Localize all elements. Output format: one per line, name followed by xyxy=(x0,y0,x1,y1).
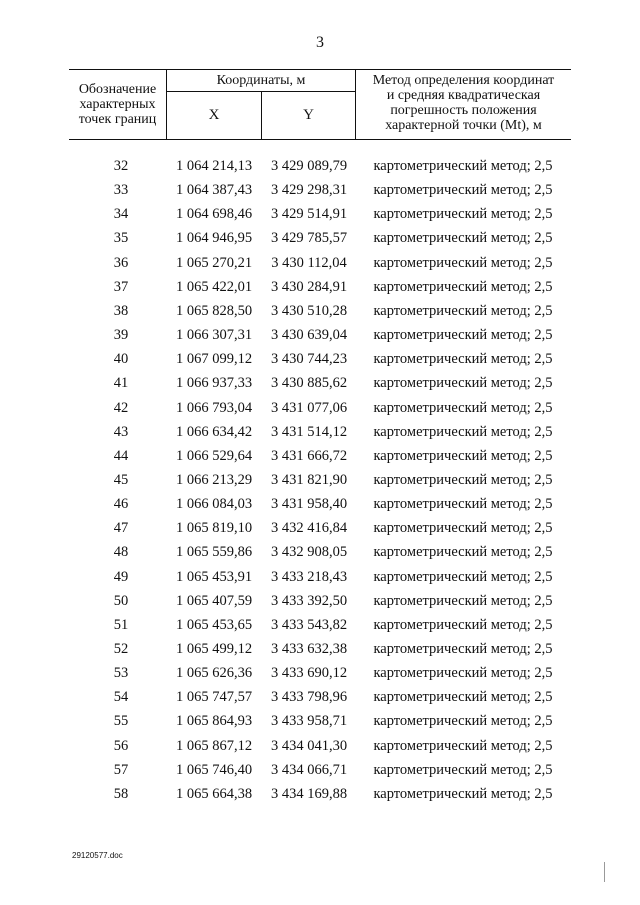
table-row xyxy=(0,591,640,615)
method-cell: картометрический метод; 2,5 xyxy=(373,278,553,295)
point-id-cell: 36 xyxy=(113,254,129,271)
y-coordinate-cell: 3 433 958,71 xyxy=(270,713,348,730)
method-cell: картометрический метод; 2,5 xyxy=(373,158,553,174)
table-row xyxy=(0,325,640,349)
table-row xyxy=(0,156,640,180)
y-coordinate-cell: 3 430 639,04 xyxy=(270,327,348,344)
point-id-cell: 49 xyxy=(113,568,129,585)
y-coordinate-cell: 3 433 632,38 xyxy=(270,641,348,657)
table-row xyxy=(0,639,640,663)
table-row xyxy=(0,446,640,470)
x-coordinate-cell: 1 065 453,65 xyxy=(175,616,253,633)
table-row xyxy=(0,277,640,301)
x-coordinate-cell: 1 065 664,38 xyxy=(175,785,253,802)
table-row xyxy=(0,204,640,228)
header-method-line-4: характерной точки (Mt), м xyxy=(385,118,542,133)
point-id-cell: 33 xyxy=(113,182,129,199)
x-coordinate-cell: 1 065 453,91 xyxy=(175,568,253,585)
y-coordinate-cell: 3 430 112,04 xyxy=(271,254,347,271)
x-coordinate-cell: 1 064 698,46 xyxy=(175,206,253,223)
point-id-cell: 51 xyxy=(113,616,129,633)
point-id-cell: 48 xyxy=(113,544,129,561)
method-cell: картометрический метод; 2,5 xyxy=(373,544,553,561)
x-coordinate-cell: 1 064 214,13 xyxy=(175,158,253,174)
x-coordinate-cell: 1 065 819,10 xyxy=(175,520,253,537)
method-cell: картометрический метод; 2,5 xyxy=(373,568,553,585)
header-point-designation xyxy=(69,82,166,127)
table-row xyxy=(0,180,640,204)
y-coordinate-cell: 3 429 298,31 xyxy=(270,182,348,199)
table-row xyxy=(0,736,640,760)
table-row xyxy=(0,687,640,711)
point-id-cell: 41 xyxy=(113,375,129,392)
method-cell: картометрический метод; 2,5 xyxy=(373,182,553,199)
table-row xyxy=(0,567,640,591)
method-cell: картометрический метод; 2,5 xyxy=(373,713,553,730)
method-cell: картометрический метод; 2,5 xyxy=(373,254,553,271)
y-coordinate-cell: 3 434 066,71 xyxy=(270,761,348,778)
y-coordinate-cell: 3 429 514,91 xyxy=(270,206,348,223)
point-id-cell: 52 xyxy=(113,641,129,657)
table-row xyxy=(0,518,640,542)
method-cell: картометрический метод; 2,5 xyxy=(373,665,553,682)
x-coordinate-cell: 1 065 626,36 xyxy=(175,665,253,682)
header-x: X xyxy=(208,107,220,123)
y-coordinate-cell: 3 430 510,28 xyxy=(270,302,348,319)
table-row xyxy=(0,784,640,808)
x-coordinate-cell: 1 065 864,93 xyxy=(175,713,253,730)
x-coordinate-cell: 1 065 867,12 xyxy=(175,737,253,754)
x-coordinate-cell: 1 065 559,86 xyxy=(175,544,253,561)
table-row xyxy=(0,301,640,325)
table-row xyxy=(0,470,640,494)
method-cell: картометрический метод; 2,5 xyxy=(373,737,553,754)
table-row xyxy=(0,663,640,687)
page-number: 3 xyxy=(316,34,324,51)
y-coordinate-cell: 3 434 169,88 xyxy=(270,785,348,802)
table-row xyxy=(0,398,640,422)
y-coordinate-cell: 3 432 416,84 xyxy=(270,520,348,537)
point-id-cell: 50 xyxy=(113,592,129,609)
x-coordinate-cell: 1 066 937,33 xyxy=(175,375,253,392)
y-coordinate-cell: 3 431 666,72 xyxy=(270,447,348,464)
method-cell: картометрический метод; 2,5 xyxy=(373,520,553,537)
method-cell: картометрический метод; 2,5 xyxy=(373,496,553,513)
x-coordinate-cell: 1 066 084,03 xyxy=(175,496,253,513)
point-id-cell: 46 xyxy=(113,496,129,513)
method-cell: картометрический метод; 2,5 xyxy=(373,206,553,223)
method-cell: картометрический метод; 2,5 xyxy=(373,592,553,609)
point-id-cell: 38 xyxy=(113,302,129,319)
point-id-cell: 45 xyxy=(113,471,129,488)
method-cell: картометрический метод; 2,5 xyxy=(373,302,553,319)
x-coordinate-cell: 1 064 946,95 xyxy=(175,230,253,247)
x-coordinate-cell: 1 067 099,12 xyxy=(175,351,253,368)
header-method xyxy=(356,73,571,133)
method-cell: картометрический метод; 2,5 xyxy=(373,327,553,344)
method-cell: картометрический метод; 2,5 xyxy=(373,785,553,802)
y-coordinate-cell: 3 431 958,40 xyxy=(270,496,348,513)
y-coordinate-cell: 3 432 908,05 xyxy=(270,544,348,561)
point-id-cell: 32 xyxy=(113,158,129,174)
x-coordinate-cell: 1 066 634,42 xyxy=(175,423,253,440)
x-coordinate-cell: 1 066 213,29 xyxy=(175,471,253,488)
y-coordinate-cell: 3 429 089,79 xyxy=(270,158,348,174)
table-row xyxy=(0,422,640,446)
x-coordinate-cell: 1 066 793,04 xyxy=(175,399,253,416)
method-cell: картометрический метод; 2,5 xyxy=(373,641,553,657)
y-coordinate-cell: 3 431 077,06 xyxy=(270,399,348,416)
y-coordinate-cell: 3 429 785,57 xyxy=(270,230,348,247)
y-coordinate-cell: 3 433 690,12 xyxy=(270,665,348,682)
header-method-line-1: Метод определения координат xyxy=(372,73,555,88)
header-point-line-1: Обозначение xyxy=(78,82,157,97)
method-cell: картометрический метод; 2,5 xyxy=(373,230,553,247)
y-coordinate-cell: 3 433 798,96 xyxy=(270,689,348,706)
point-id-cell: 42 xyxy=(113,399,129,416)
table-row xyxy=(0,228,640,252)
method-cell: картометрический метод; 2,5 xyxy=(373,761,553,778)
table-row xyxy=(0,711,640,735)
point-id-cell: 40 xyxy=(113,351,129,368)
method-cell: картометрический метод; 2,5 xyxy=(373,351,553,368)
x-coordinate-cell: 1 065 828,50 xyxy=(175,302,253,319)
point-id-cell: 56 xyxy=(113,737,129,754)
point-id-cell: 53 xyxy=(113,665,129,682)
table-row xyxy=(0,542,640,566)
y-coordinate-cell: 3 431 514,12 xyxy=(270,423,348,440)
method-cell: картометрический метод; 2,5 xyxy=(373,399,553,416)
x-coordinate-cell: 1 066 307,31 xyxy=(175,327,253,344)
x-coordinate-cell: 1 065 746,40 xyxy=(175,761,253,778)
method-cell: картометрический метод; 2,5 xyxy=(373,423,553,440)
method-cell: картометрический метод; 2,5 xyxy=(373,616,553,633)
point-id-cell: 54 xyxy=(113,689,129,706)
x-coordinate-cell: 1 065 407,59 xyxy=(175,592,253,609)
y-coordinate-cell: 3 433 543,82 xyxy=(270,616,348,633)
header-coordinates: Координаты, м xyxy=(216,73,306,88)
y-coordinate-cell: 3 430 284,91 xyxy=(270,278,348,295)
header-top-rule xyxy=(69,69,571,70)
point-id-cell: 57 xyxy=(113,761,129,778)
table-row xyxy=(0,349,640,373)
point-id-cell: 58 xyxy=(113,785,129,802)
point-id-cell: 39 xyxy=(113,327,129,344)
point-id-cell: 35 xyxy=(113,230,129,247)
x-coordinate-cell: 1 065 270,21 xyxy=(175,254,253,271)
x-coordinate-cell: 1 065 747,57 xyxy=(175,689,253,706)
point-id-cell: 37 xyxy=(113,278,129,295)
header-method-line-2: и средняя квадратическая xyxy=(386,88,541,103)
method-cell: картометрический метод; 2,5 xyxy=(373,471,553,488)
table-header xyxy=(69,69,571,140)
method-cell: картометрический метод; 2,5 xyxy=(373,689,553,706)
y-coordinate-cell: 3 433 218,43 xyxy=(270,568,348,585)
method-cell: картометрический метод; 2,5 xyxy=(373,375,553,392)
x-coordinate-cell: 1 066 529,64 xyxy=(175,447,253,464)
header-point-line-3: точек границ xyxy=(78,112,157,127)
scan-edge-mark xyxy=(604,862,605,882)
y-coordinate-cell: 3 431 821,90 xyxy=(270,471,348,488)
y-coordinate-cell: 3 433 392,50 xyxy=(270,592,348,609)
method-cell: картометрический метод; 2,5 xyxy=(373,447,553,464)
point-id-cell: 43 xyxy=(113,423,129,440)
table-row xyxy=(0,494,640,518)
point-id-cell: 47 xyxy=(113,520,129,537)
table-row xyxy=(0,760,640,784)
y-coordinate-cell: 3 434 041,30 xyxy=(270,737,348,754)
x-coordinate-cell: 1 065 422,01 xyxy=(175,278,253,295)
document-filename: 29120577.doc xyxy=(72,851,123,860)
table-row xyxy=(0,373,640,397)
header-point-line-2: характерных xyxy=(79,97,156,112)
point-id-cell: 55 xyxy=(113,713,129,730)
y-coordinate-cell: 3 430 885,62 xyxy=(270,375,348,392)
y-coordinate-cell: 3 430 744,23 xyxy=(270,351,348,368)
point-id-cell: 34 xyxy=(113,206,129,223)
x-coordinate-cell: 1 064 387,43 xyxy=(175,182,253,199)
header-method-line-3: погрешность положения xyxy=(390,103,537,118)
x-coordinate-cell: 1 065 499,12 xyxy=(175,641,253,657)
header-bottom-rule xyxy=(69,139,571,140)
header-y: Y xyxy=(303,107,314,123)
table-row xyxy=(0,253,640,277)
point-id-cell: 44 xyxy=(113,447,129,464)
table-row xyxy=(0,615,640,639)
